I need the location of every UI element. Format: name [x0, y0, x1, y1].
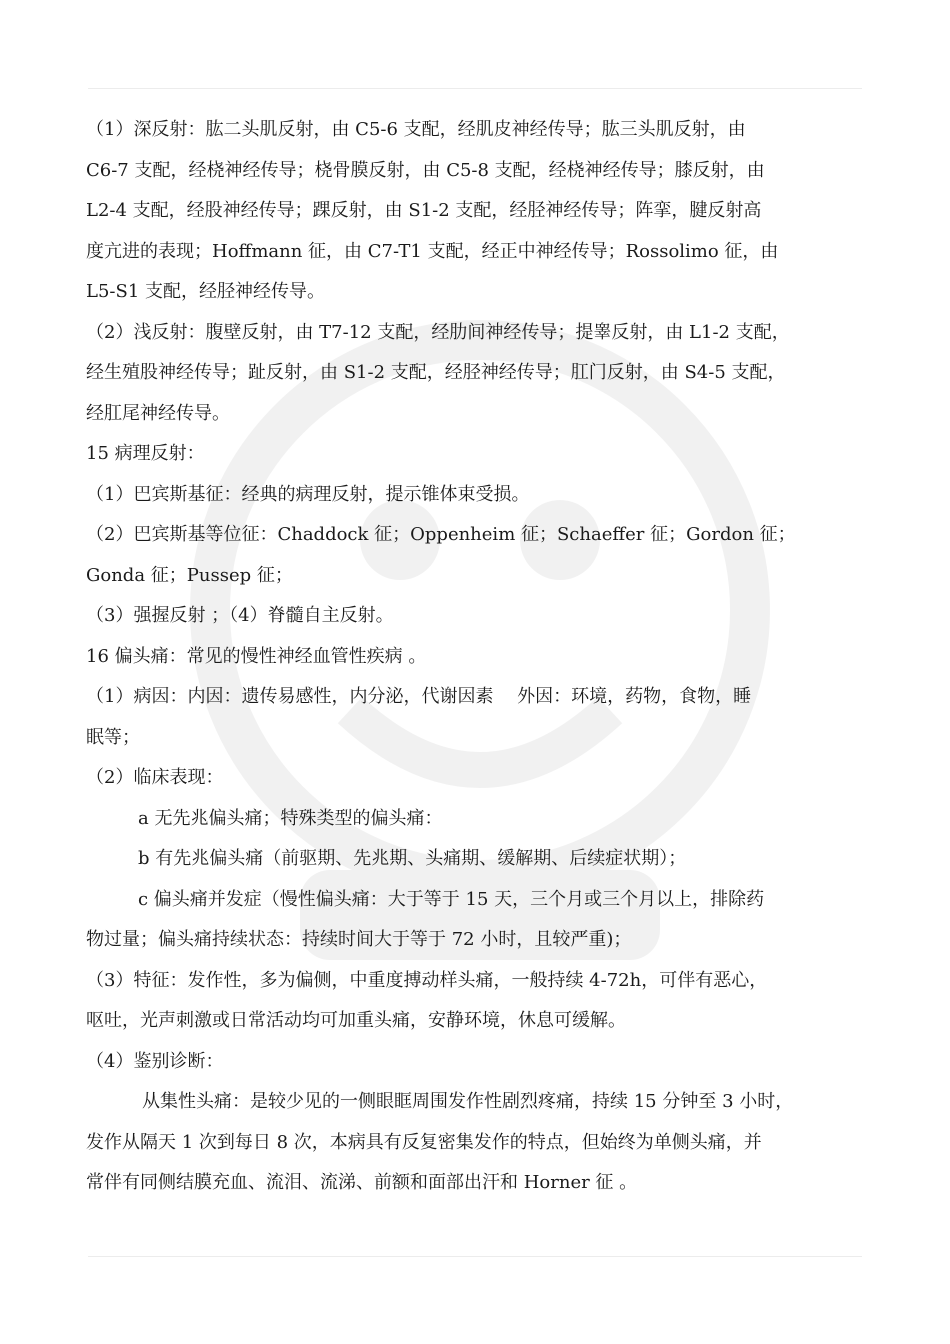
- text-line: a 无先兆偏头痛；特殊类型的偏头痛：: [138, 807, 443, 829]
- section-heading: 16 偏头痛：常见的慢性神经血管性疾病 。: [86, 645, 427, 667]
- footer-rule: [88, 1256, 862, 1257]
- text-line: （1）病因：内因：遗传易感性，内分泌，代谢因素 外因：环境，药物，食物，睡: [86, 686, 752, 707]
- text-line: b 有先兆偏头痛（前驱期、先兆期、头痛期、缓解期、后续症状期）；: [138, 848, 687, 869]
- text-line: （2）巴宾斯基等位征：Chaddock 征；Oppenheim 征；Schaeffer 征；Gordon 征；: [86, 524, 796, 545]
- text-line: （4）鉴别诊断：: [86, 1050, 224, 1072]
- text-line: 物过量；偏头痛持续状态：持续时间大于等于 72 小时，且较严重)；: [86, 929, 632, 950]
- text-line: c 偏头痛并发症（慢性偏头痛：大于等于 15 天，三个月或三个月以上，排除药: [138, 888, 765, 910]
- document-body: [86, 110, 876, 1204]
- text-line: L2-4 支配，经股神经传导；踝反射，由 S1-2 支配，经胫神经传导；阵挛，腱反射高: [86, 200, 762, 221]
- text-line: （2）浅反射：腹壁反射，由 T7-12 支配，经肋间神经传导；提睾反射，由 L1-2 支配，: [86, 321, 790, 343]
- text-line: 眠等；: [86, 726, 140, 748]
- text-line: Gonda 征；Pussep 征；: [86, 564, 293, 586]
- text-line: 常伴有同侧结膜充血、流泪、流涕、前额和面部出汗和 Horner 征 。: [86, 1172, 638, 1193]
- section-heading: 15 病理反射：: [86, 443, 205, 464]
- text-line: L5-S1 支配，经胫神经传导。: [86, 281, 325, 302]
- text-line: C6-7 支配，经桡神经传导；桡骨膜反射，由 C5-8 支配，经桡神经传导；膝反射，由: [86, 159, 765, 181]
- text-line: （3）强握反射 ；（4）脊髓自主反射。: [86, 605, 394, 626]
- text-line: 度亢进的表现；Hoffmann 征，由 C7-T1 支配，经正中神经传导；Rossolimo 征，由: [86, 240, 779, 262]
- text-line: （1）深反射：肱二头肌反射，由 C5-6 支配，经肌皮神经传导；肱三头肌反射，由: [86, 119, 746, 140]
- text-line: （3）特征：发作性，多为偏侧，中重度搏动样头痛，一般持续 4-72h，可伴有恶心，: [86, 969, 768, 991]
- text-line: 经肛尾神经传导。: [86, 402, 230, 424]
- text-line: 从集性头痛：是较少见的一侧眼眶周围发作性剧烈疼痛，持续 15 分钟至 3 小时，: [142, 1091, 794, 1112]
- header-rule: [88, 88, 862, 89]
- text-line: （2）临床表现：: [86, 767, 224, 788]
- text-line: 呕吐，光声刺激或日常活动均可加重头痛，安静环境，休息可缓解。: [86, 1010, 626, 1031]
- text-line: 发作从隔天 1 次到每日 8 次，本病具有反复密集发作的特点，但始终为单侧头痛，并: [86, 1131, 762, 1153]
- text-line: （1）巴宾斯基征：经典的病理反射，提示锥体束受损。: [86, 483, 530, 505]
- text-line: 经生殖股神经传导；趾反射，由 S1-2 支配，经胫神经传导；肛门反射，由 S4-5 支配，: [86, 362, 786, 383]
